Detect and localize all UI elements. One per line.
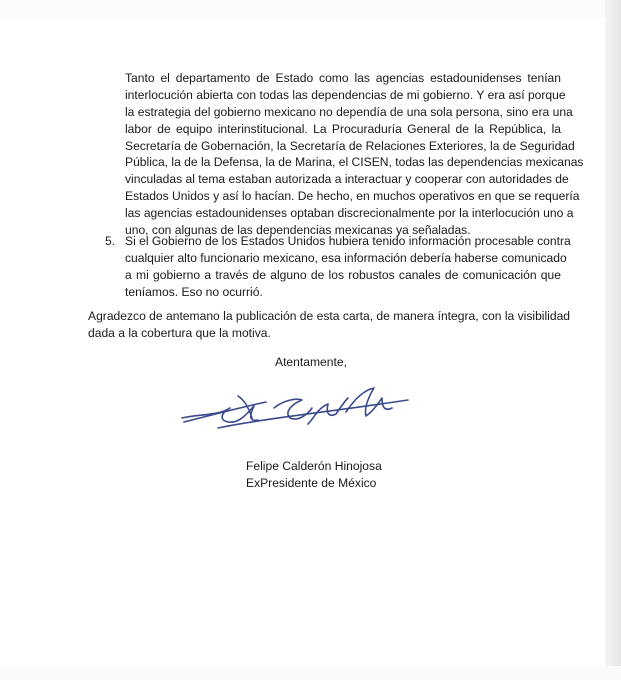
- list-item-number: 5.: [105, 234, 116, 248]
- paragraph-interlocution: [125, 70, 584, 239]
- text-line: labor de equipo interinstitucional. La Procuraduría General de la República, la: [125, 121, 561, 136]
- paragraph-acknowledgement: [88, 308, 571, 342]
- text-line: Pública, la de la Defensa, la de Marina, el CISEN, todas las dependencias mexicanas: [125, 155, 584, 170]
- handwritten-signature: [178, 378, 418, 438]
- text-line: dada a la cobertura que la motiva.: [88, 325, 271, 340]
- text-line: a mi gobierno a través de alguno de los robustos canales de comunicación que: [125, 267, 561, 282]
- text-line: vinculadas al tema estaban autorizada a interactuar y cooperar con autoridades de: [125, 172, 569, 187]
- text-line: teníamos. Eso no ocurrió.: [125, 284, 263, 299]
- text-line: Tanto el departamento de Estado como las agencias estadounidenses tenían: [125, 71, 561, 85]
- page-bottom-margin: [0, 666, 621, 680]
- text-line: Secretaría de Gobernación, la Secretaría de Relaciones Exteriores, la de Seguridad: [125, 138, 575, 153]
- text-line: la estrategia del gobierno mexicano no dependía de una sola persona, sino era una: [125, 104, 573, 119]
- closing-salutation: Atentamente,: [275, 355, 347, 369]
- signer-block: [246, 458, 382, 492]
- paragraph-item-5: [125, 233, 571, 301]
- text-line: Agradezco de antemano la publicación de esta carta, de manera íntegra, con la visibilidad: [88, 309, 571, 323]
- text-line: cualquier alto funcionario mexicano, esa información debería haberse comunicado: [125, 250, 567, 265]
- text-line: las agencias estadounidenses optaban discrecionalmente por la interlocución uno a: [125, 206, 574, 221]
- signer-title: ExPresidente de México: [246, 475, 377, 490]
- signer-name: Felipe Calderón Hinojosa: [246, 459, 382, 473]
- text-line: interlocución abierta con todas las dependencias de mi gobierno. Y era así porque: [125, 87, 566, 102]
- page-right-edge: [605, 0, 621, 680]
- text-line: uno, con algunas de las dependencias mexicanas ya señaladas.: [125, 223, 471, 238]
- text-line: Estados Unidos y así lo hacían. De hecho, en muchos operativos en que se requería: [125, 189, 580, 204]
- text-line: Si el Gobierno de los Estados Unidos hubiera tenido información procesable contra: [125, 234, 571, 248]
